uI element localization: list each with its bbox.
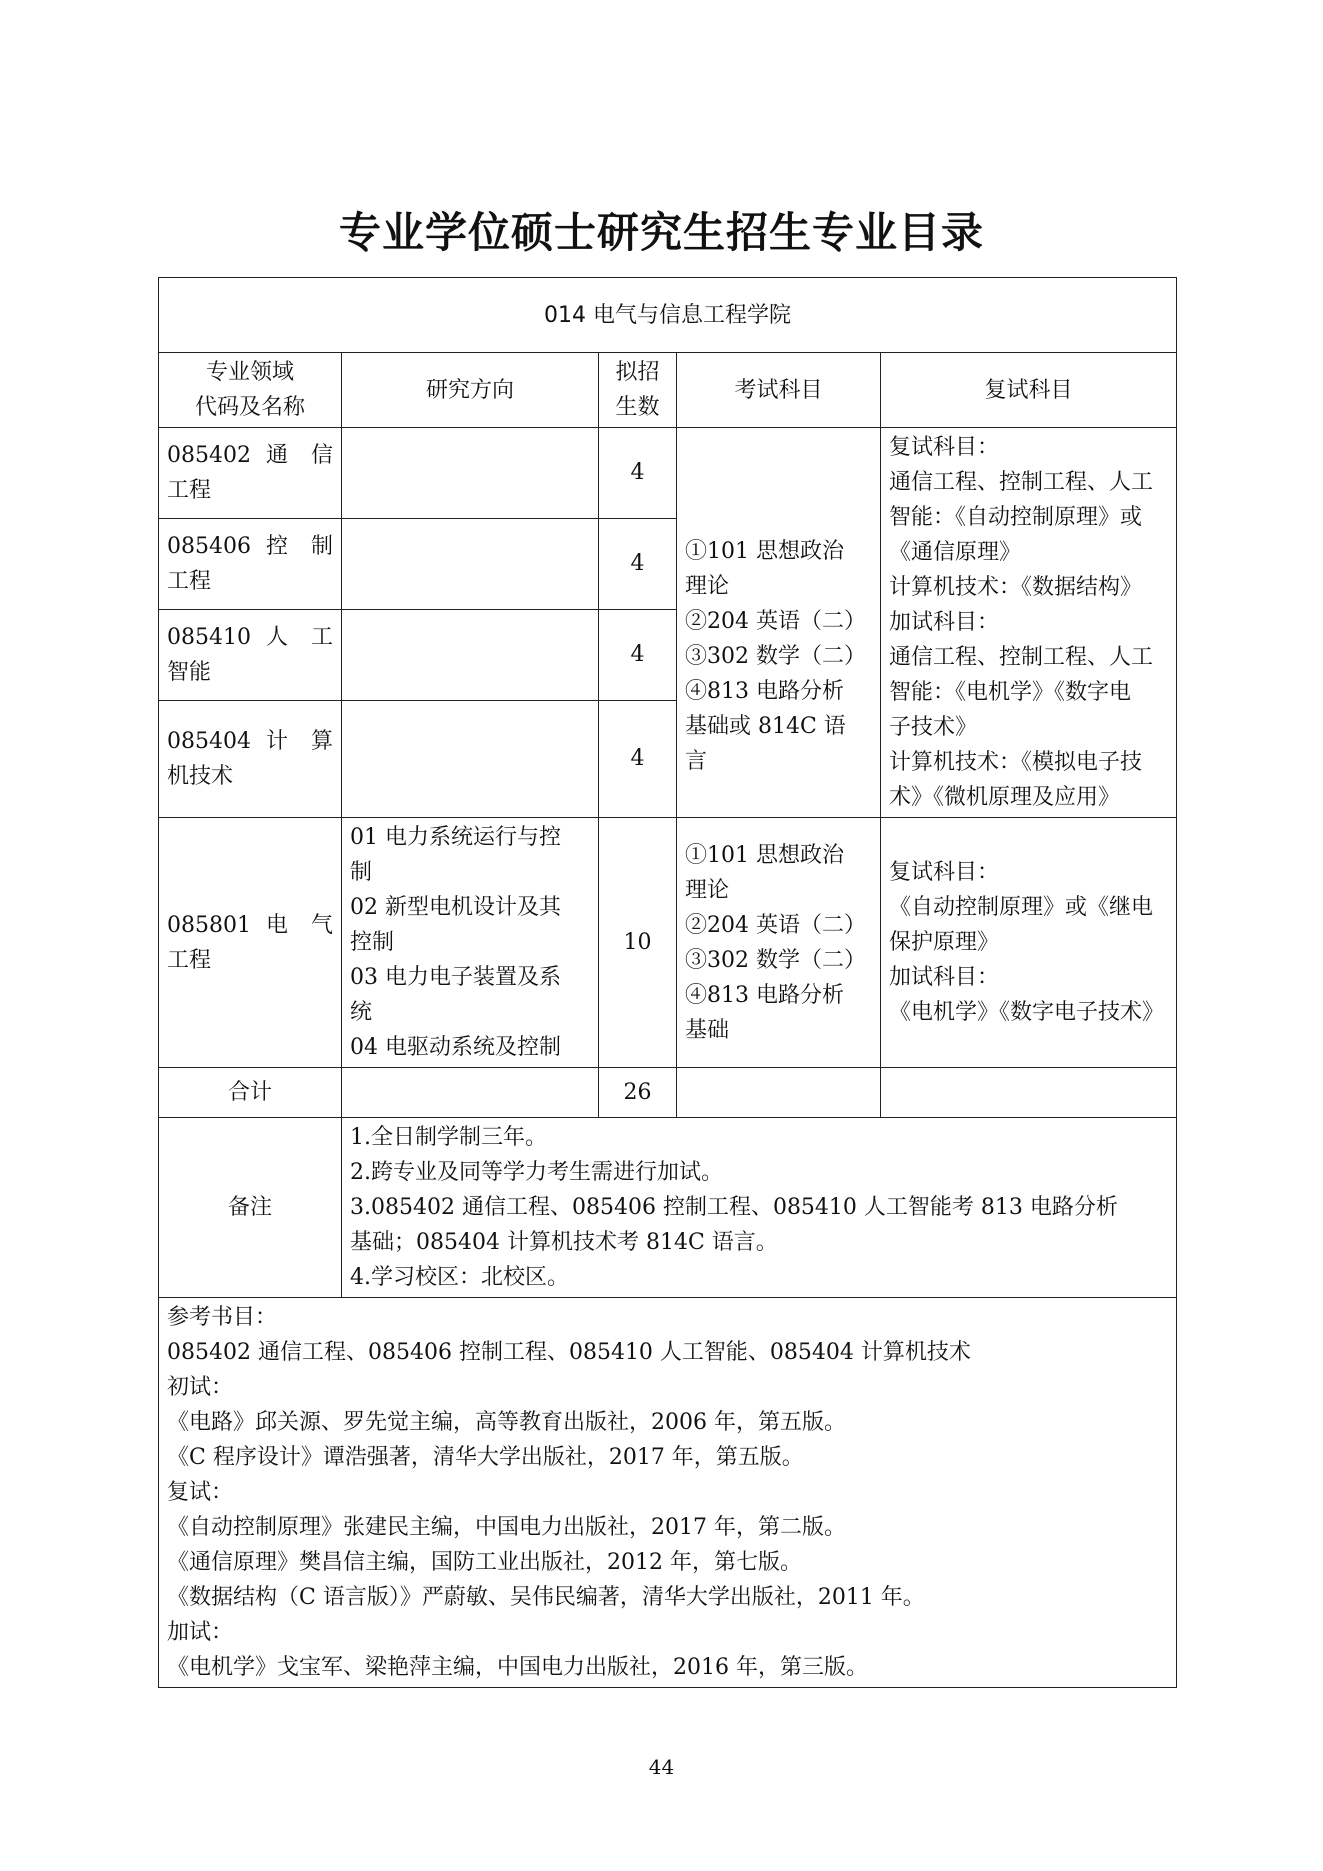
direction-cell: [342, 428, 599, 519]
field-085402: 085402 通 信 工程: [159, 428, 342, 519]
total-direction-cell: [342, 1068, 599, 1118]
quota-cell: 4: [599, 700, 677, 817]
page-title: 专业学位硕士研究生招生专业目录: [338, 208, 984, 257]
header-exam: 考试科目: [677, 353, 881, 428]
remarks-content: 1.全日制学制三年。 2.跨专业及同等学力考生需进行加试。 3.085402 通信工程、085406 控制工程、085410 人工智能考 813 电路分析 基础；085404 计算机技术考 814C 语言。 4.学习校区：北校区。: [342, 1118, 1177, 1298]
catalog-table: [158, 277, 1177, 1688]
references: 参考书目： 085402 通信工程、085406 控制工程、085410 人工智能、085404 计算机技术 初试： 《电路》邱关源、罗先觉主编，高等教育出版社，2006 年，第五版。 《C 程序设计》谭浩强著，清华大学出版社，2017 年，第五版。 复试： 《自动控制原理》张建民主编，中国电力出版社，2017 年，第二版。 《通信原理》樊昌信主编，国防工业出版社，2012 年，第七版。 《数据结构（C 语言版）》严蔚敏、吴伟民编著，清华大学出版社，2011 年。 加试： 《电机学》戈宝军、梁艳萍主编，中国电力出版社，2016 年，第三版。: [159, 1298, 1177, 1688]
total-quota: 26: [599, 1068, 677, 1118]
quota-cell: 4: [599, 609, 677, 700]
retest-subjects-group2: 复试科目： 《自动控制原理》或《继电 保护原理》 加试科目： 《电机学》《数字电子技术》: [881, 818, 1177, 1068]
direction-cell: [342, 700, 599, 817]
quota-cell: 10: [599, 818, 677, 1068]
total-retest-cell: [881, 1068, 1177, 1118]
field-085406: 085406 控 制 工程: [159, 518, 342, 609]
exam-subjects-group2: ①101 思想政治 理论 ②204 英语（二） ③302 数学（二） ④813 电路分析 基础: [677, 818, 881, 1068]
school-name: 014 电气与信息工程学院: [159, 278, 1177, 353]
remarks-label: 备注: [159, 1118, 342, 1298]
total-exam-cell: [677, 1068, 881, 1118]
exam-subjects-group1: ①101 思想政治 理论 ②204 英语（二） ③302 数学（二） ④813 电路分析 基础或 814C 语 言: [677, 428, 881, 818]
direction-cell: [342, 609, 599, 700]
direction-cell: [342, 518, 599, 609]
header-direction: 研究方向: [342, 353, 599, 428]
field-085801: 085801 电 气 工程: [159, 818, 342, 1068]
total-label: 合计: [159, 1068, 342, 1118]
retest-subjects-group1: 复试科目： 通信工程、控制工程、人工 智能：《自动控制原理》或 《通信原理》 计算机技术：《数据结构》 加试科目： 通信工程、控制工程、人工 智能：《电机学》《数字电 子技术》 计算机技术：《模拟电子技 术》《微机原理及应用》: [881, 428, 1177, 818]
quota-cell: 4: [599, 518, 677, 609]
quota-cell: 4: [599, 428, 677, 519]
header-retest: 复试科目: [881, 353, 1177, 428]
field-085404: 085404 计 算 机技术: [159, 700, 342, 817]
header-quota: 拟招 生数: [599, 353, 677, 428]
header-field: 专业领域 代码及名称: [159, 353, 342, 428]
field-085410: 085410 人 工 智能: [159, 609, 342, 700]
directions-085801: 01 电力系统运行与控 制 02 新型电机设计及其 控制 03 电力电子装置及系 统 04 电驱动系统及控制: [342, 818, 599, 1068]
page-number: 44: [648, 1755, 675, 1779]
